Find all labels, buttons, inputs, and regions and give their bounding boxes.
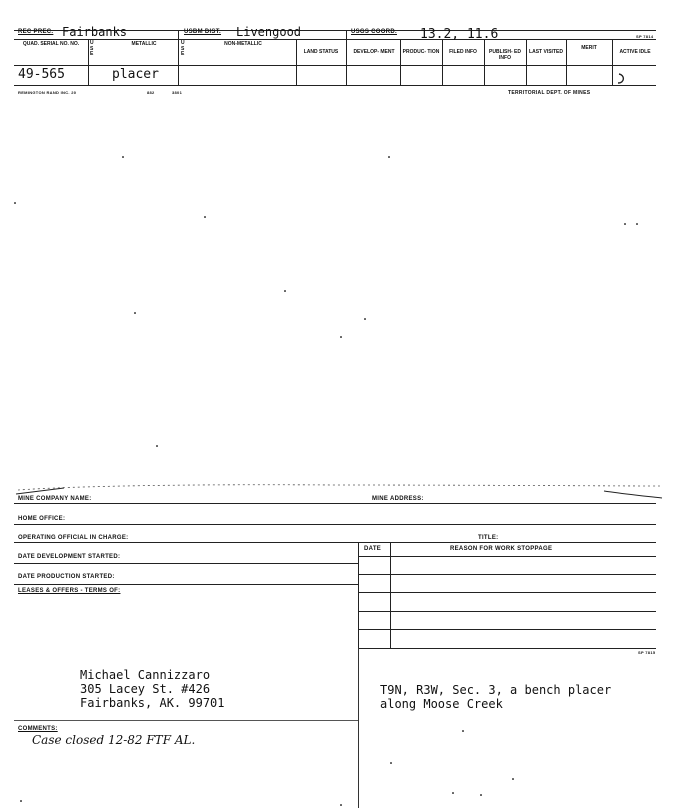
owner-city: Fairbanks, AK. 99701 xyxy=(80,696,225,710)
rec-prec-label: REC PREC. xyxy=(18,29,54,35)
reason-col-header: REASON FOR WORK STOPPAGE xyxy=(450,546,553,552)
location-line-1: T9N, R3W, Sec. 3, a bench placer xyxy=(380,683,612,697)
form-number-bottom: SP 7815 xyxy=(638,650,656,655)
mine-address-label: MINE ADDRESS: xyxy=(372,496,424,502)
date-production-started-label: DATE PRODUCTION STARTED: xyxy=(18,574,115,580)
footer-code-1: 882 xyxy=(147,90,155,95)
usgs-coord-label: USGS COORD. xyxy=(351,29,397,35)
location-line-2: along Moose Creek xyxy=(380,697,503,711)
col-merit: MERIT xyxy=(581,45,597,51)
home-office-label: HOME OFFICE: xyxy=(18,516,66,522)
col-published-info: PUBLISH- ED INFO xyxy=(489,49,521,61)
mine-company-name-label: MINE COMPANY NAME: xyxy=(18,496,92,502)
owner-address-block xyxy=(80,668,225,710)
usbm-dist-value: Livengood xyxy=(236,25,302,39)
serial-value: 49-565 xyxy=(18,67,65,82)
footer-left: REMINGTON RAND INC. 20 xyxy=(18,90,77,95)
col-active-idle: ACTIVE IDLE xyxy=(619,49,651,55)
footer-right: TERRITORIAL DEPT. OF MINES xyxy=(508,90,591,96)
col-development: DEVELOP- MENT xyxy=(353,49,395,55)
col-use-code-2: U S E xyxy=(181,40,185,57)
date-col-header: DATE xyxy=(364,546,382,552)
footer-code-2: 3801 xyxy=(172,90,183,95)
metallic-value: placer xyxy=(112,67,159,82)
comments-label: COMMENTS: xyxy=(18,726,58,732)
date-development-started-label: DATE DEVELOPMENT STARTED: xyxy=(18,554,121,560)
operating-official-label: OPERATING OFFICIAL IN CHARGE: xyxy=(18,535,129,541)
col-metallic: METALLIC xyxy=(131,41,157,47)
leases-offers-label: LEASES & OFFERS - TERMS OF: xyxy=(18,588,121,594)
col-quad-serial: QUAD. SERIAL NO. NO. xyxy=(22,41,80,47)
form-number-top: SP 7814 xyxy=(636,34,654,39)
owner-name: Michael Cannizzaro xyxy=(80,668,211,682)
rec-prec-value: Fairbanks xyxy=(62,25,128,39)
col-last-visited: LAST VISITED xyxy=(529,49,563,55)
col-production: PRODUC- TION xyxy=(402,49,440,55)
comments-value: Case closed 12-82 FTF AL. xyxy=(32,733,196,747)
col-land-status: LAND STATUS xyxy=(303,49,339,55)
usbm-dist-label: USBM DIST. xyxy=(184,29,222,35)
usgs-coord-value: 13.2, 11.6 xyxy=(420,27,499,42)
owner-street: 305 Lacey St. #426 xyxy=(80,682,211,696)
col-filed-info: FILED INFO xyxy=(449,49,477,55)
active-idle-mark xyxy=(616,72,628,86)
title-label: TITLE: xyxy=(478,535,499,541)
col-non-metallic: NON-METALLIC xyxy=(224,41,262,47)
col-use-code: U S E xyxy=(90,40,94,57)
location-block xyxy=(380,683,611,711)
